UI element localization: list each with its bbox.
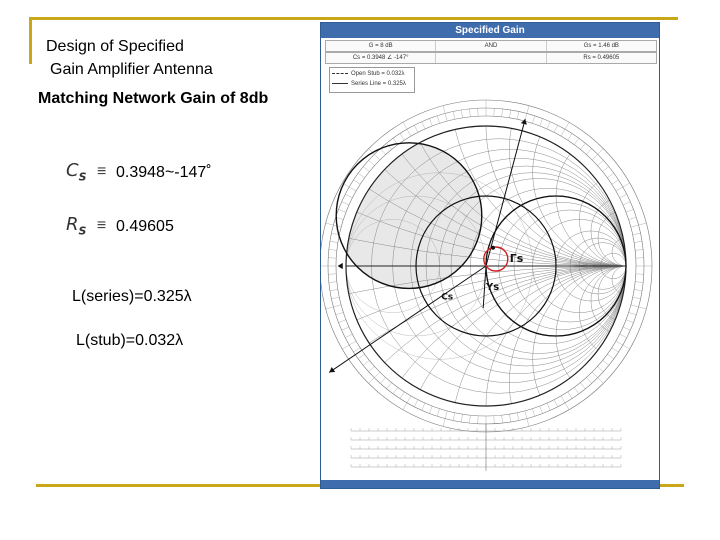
gain-circle-shading xyxy=(336,143,482,289)
info-rs: Rs = 0.49605 xyxy=(583,55,620,61)
scale-tick xyxy=(342,327,349,330)
scale-tick xyxy=(586,149,591,155)
rs-formula xyxy=(66,214,174,238)
scale-tick xyxy=(342,341,356,349)
scale-tick xyxy=(345,194,352,198)
scale-tick xyxy=(363,360,369,365)
rs-equiv-sign: ≡ xyxy=(96,217,107,234)
scale-tick xyxy=(620,334,627,338)
scale-tick xyxy=(469,109,470,117)
legend-series-line: Series Line = 0.325λ xyxy=(332,81,406,87)
reactance-arc xyxy=(451,266,659,488)
scale-tick xyxy=(532,409,534,417)
rs-value: 0.49605 xyxy=(116,218,174,235)
scale-tick xyxy=(437,116,439,124)
scale-tick xyxy=(607,173,613,178)
arrow-west xyxy=(338,263,343,269)
scale-tick xyxy=(554,400,558,407)
scale-tick xyxy=(429,118,432,125)
label-c-s: Cs xyxy=(441,292,454,303)
scale-tick xyxy=(586,377,591,383)
scale-tick xyxy=(326,305,341,309)
scale-tick xyxy=(453,111,455,119)
scale-tick xyxy=(547,122,550,129)
scale-tick xyxy=(400,392,404,399)
scale-tick xyxy=(603,167,609,172)
info-and: AND xyxy=(436,41,546,51)
l-series-text: L(series)=0.325λ xyxy=(72,288,192,305)
scale-tick xyxy=(633,233,641,235)
slide-subtitle: Matching Network Gain of 8db xyxy=(38,90,269,107)
decorative-top-line xyxy=(30,17,678,20)
scale-tick xyxy=(358,173,364,178)
cs-symbol: $C_S$ xyxy=(66,160,87,184)
scale-tick xyxy=(626,209,633,212)
scale-tick xyxy=(358,354,364,359)
scale-tick xyxy=(540,406,543,413)
scale-tick xyxy=(635,249,643,250)
cs-formula xyxy=(66,160,212,184)
scale-tick xyxy=(380,377,385,383)
scale-tick xyxy=(580,143,585,149)
scale-tick xyxy=(422,403,425,410)
scale-tick xyxy=(329,249,337,250)
reactance-arc xyxy=(321,266,659,488)
scale-tick xyxy=(393,387,398,393)
scale-tick xyxy=(342,202,349,205)
scale-tick xyxy=(626,320,633,323)
scale-tick xyxy=(547,403,550,410)
l-stub-text: L(stub)=0.032λ xyxy=(76,332,184,349)
scale-tick xyxy=(509,110,510,118)
scale-tick xyxy=(623,202,630,205)
scale-tick xyxy=(612,180,619,184)
scale-tick xyxy=(437,409,439,417)
scale-tick xyxy=(469,415,470,423)
scale-tick xyxy=(631,223,646,227)
scale-tick xyxy=(603,360,609,365)
rs-symbol: $R_S$ xyxy=(66,214,87,238)
scale-tick xyxy=(330,241,338,242)
scale-tick xyxy=(461,110,462,118)
scale-tick xyxy=(336,312,344,314)
scale-tick xyxy=(568,133,572,140)
scale-tick xyxy=(461,414,462,422)
reactance-arc xyxy=(509,266,659,488)
scale-tick xyxy=(568,392,572,399)
scale-tick xyxy=(597,366,603,371)
gamma-s-point xyxy=(491,246,495,250)
panel-footer xyxy=(321,480,659,488)
scale-tick xyxy=(517,413,519,421)
scale-tick xyxy=(540,118,543,125)
scale-tick xyxy=(338,320,345,323)
scale-tick xyxy=(620,194,627,198)
scale-tick xyxy=(345,334,352,338)
scale-tick xyxy=(502,109,503,117)
reactance-arc xyxy=(486,266,659,488)
scale-tick xyxy=(574,387,579,393)
scale-tick xyxy=(330,289,338,290)
smith-chart-panel xyxy=(320,22,660,489)
scale-tick xyxy=(414,125,418,132)
reactance-arc xyxy=(321,266,659,488)
info-gs: Gs = 1.46 dB xyxy=(583,43,619,49)
scale-tick xyxy=(342,183,356,191)
arrow-top xyxy=(521,119,527,125)
scale-tick xyxy=(443,106,447,121)
scale-tick xyxy=(443,411,447,426)
radial-line-top xyxy=(486,119,525,266)
info-blank xyxy=(436,53,546,63)
scale-tick xyxy=(580,383,585,389)
scale-tick xyxy=(509,414,510,422)
scale-tick xyxy=(635,282,643,283)
scale-tick xyxy=(403,396,411,410)
scale-tick xyxy=(561,396,569,410)
info-cs: Cs = 0.3948 ∠ -147° xyxy=(326,53,436,63)
scale-tick xyxy=(629,312,637,314)
scale-tick xyxy=(403,122,411,136)
scale-tick xyxy=(574,138,579,144)
scale-tick xyxy=(561,122,569,136)
slide-title-line1: Design of Specified xyxy=(46,38,184,55)
scale-tick xyxy=(631,305,646,309)
panel-header: Specified Gain xyxy=(321,23,659,38)
scale-tick xyxy=(422,122,425,129)
scale-tick xyxy=(554,125,558,132)
scale-tick xyxy=(623,327,630,330)
scale-tick xyxy=(634,241,642,242)
slide-title-line2: Gain Amplifier Antenna xyxy=(50,61,213,78)
scale-tick xyxy=(525,106,529,121)
scale-tick xyxy=(353,348,360,352)
scale-tick xyxy=(326,223,341,227)
scale-tick xyxy=(329,282,337,283)
scale-tick xyxy=(414,400,418,407)
info-gain: G = 8 dB xyxy=(326,41,436,51)
cs-value: 0.3948~-147˚ xyxy=(116,164,212,181)
scale-tick xyxy=(517,111,519,119)
reactance-arc xyxy=(393,266,659,488)
scale-tick xyxy=(616,183,630,191)
info-row-circle xyxy=(325,52,657,64)
legend-open-stub: Open Stub = 0.032λ xyxy=(332,71,405,77)
arrow-lower-left xyxy=(329,367,335,372)
scale-tick xyxy=(400,133,404,140)
cs-equiv-sign: ≡ xyxy=(96,163,107,180)
scale-tick xyxy=(338,209,345,212)
reactance-arc xyxy=(321,266,659,488)
reactance-arc xyxy=(509,33,659,266)
scale-tick xyxy=(532,116,534,124)
scale-tick xyxy=(629,217,637,219)
scale-tick xyxy=(633,297,641,299)
info-row-gain xyxy=(325,40,657,52)
scale-tick xyxy=(634,289,642,290)
scale-tick xyxy=(525,411,529,426)
decorative-vertical-line xyxy=(29,17,32,64)
scale-tick xyxy=(597,160,603,165)
scale-tick xyxy=(502,415,503,423)
scale-tick xyxy=(369,366,375,371)
reactance-arc xyxy=(321,266,659,488)
scale-tick xyxy=(616,341,630,349)
scale-tick xyxy=(331,297,339,299)
scale-tick xyxy=(612,348,619,352)
scale-tick xyxy=(607,354,613,359)
scale-tick xyxy=(369,160,375,165)
label-y-s: Ys xyxy=(486,281,500,293)
scale-tick xyxy=(429,406,432,413)
scale-tick xyxy=(380,149,385,155)
scale-tick xyxy=(363,167,369,172)
scale-tick xyxy=(353,180,360,184)
scale-tick xyxy=(387,383,392,389)
chart-legend xyxy=(329,67,415,93)
label-gamma-s: Γs xyxy=(509,251,524,265)
scale-tick xyxy=(453,413,455,421)
